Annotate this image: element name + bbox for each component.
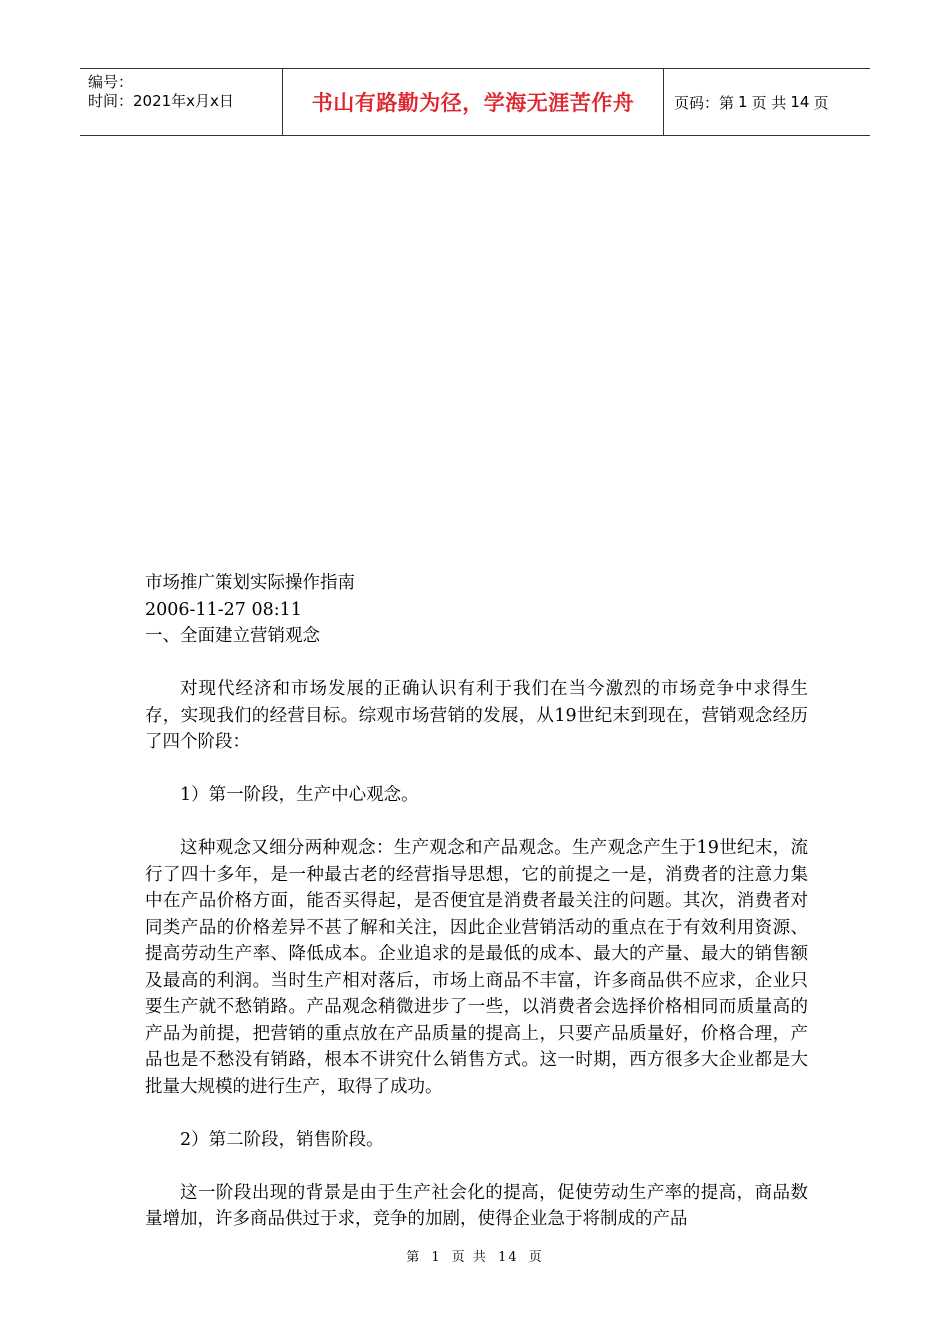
header-meta bbox=[88, 73, 284, 111]
page-header bbox=[80, 68, 870, 136]
header-motto: 书山有路勤为径，学海无涯苦作舟 bbox=[282, 69, 664, 135]
stage2-heading: 2）第二阶段，销售阶段。 bbox=[180, 1129, 384, 1150]
footer-total: 14 bbox=[498, 1250, 519, 1265]
footer-prefix: 第 bbox=[406, 1250, 422, 1265]
footer-current: 1 bbox=[431, 1250, 442, 1265]
document-body bbox=[145, 570, 808, 1233]
document-datetime: 2006-11-27 08:11 bbox=[145, 599, 302, 620]
stage1-heading: 1）第一阶段，生产中心观念。 bbox=[180, 785, 419, 805]
page-mid: 页 共 bbox=[751, 93, 787, 112]
document-number-label: 编号： bbox=[88, 73, 134, 91]
stage2-paragraph: 这一阶段出现的背景是由于生产社会化的提高，促使劳动生产率的提高，商品数量增加，许多商品供过于求，竞争的加剧，使得企业急于将制成的产品 bbox=[145, 1182, 808, 1229]
footer-mid: 页 共 bbox=[451, 1250, 488, 1265]
stage1-paragraph: 这种观念又细分两种观念：生产观念和产品观念。生产观念产生于19世纪末，流行了四十多年，是一种最古老的经营指导思想，它的前提之一是，消费者的注意力集中在产品价格方面，能否买得起，是否便宜是消费者最关注的问题。其次，消费者对同类产品的价格差异不甚了解和关注，因此企业营销活动的重点在于有效利用资源、提高劳动生产率、降低成本。企业追求的是最低的成本、最大的产量、最大的销售额及最高的利润。当时生产相对落后，市场上商品不丰富，许多商品供不应求，企业只要生产就不愁销路。产品观念稍微进步了一些，以消费者会选择价格相同而质量高的产品为前提，把营销的重点放在产品质量的提高上，只要产品质量好，价格合理，产品也是不愁没有销路，根本不讲究什么销售方式。这一时期，西方很多大企业都是大批量大规模的进行生产，取得了成功。 bbox=[145, 838, 808, 1097]
header-page-info bbox=[666, 69, 870, 135]
footer-suffix: 页 bbox=[528, 1250, 544, 1265]
document-title: 市场推广策划实际操作指南 bbox=[145, 573, 355, 593]
intro-paragraph: 对现代经济和市场发展的正确认识有利于我们在当今激烈的市场竞争中求得生存，实现我们的经营目标。综观市场营销的发展，从19世纪末到现在，营销观念经历了四个阶段： bbox=[145, 679, 808, 752]
section-heading: 一、全面建立营销观念 bbox=[145, 626, 320, 646]
page-suffix: 页 bbox=[813, 93, 829, 112]
page-label: 页码：第 bbox=[674, 93, 735, 112]
page-current: 1 bbox=[738, 93, 748, 111]
document-date: 时间：2021年x月x日 bbox=[88, 92, 234, 110]
page-total: 14 bbox=[790, 93, 810, 111]
page-footer bbox=[0, 1246, 950, 1265]
